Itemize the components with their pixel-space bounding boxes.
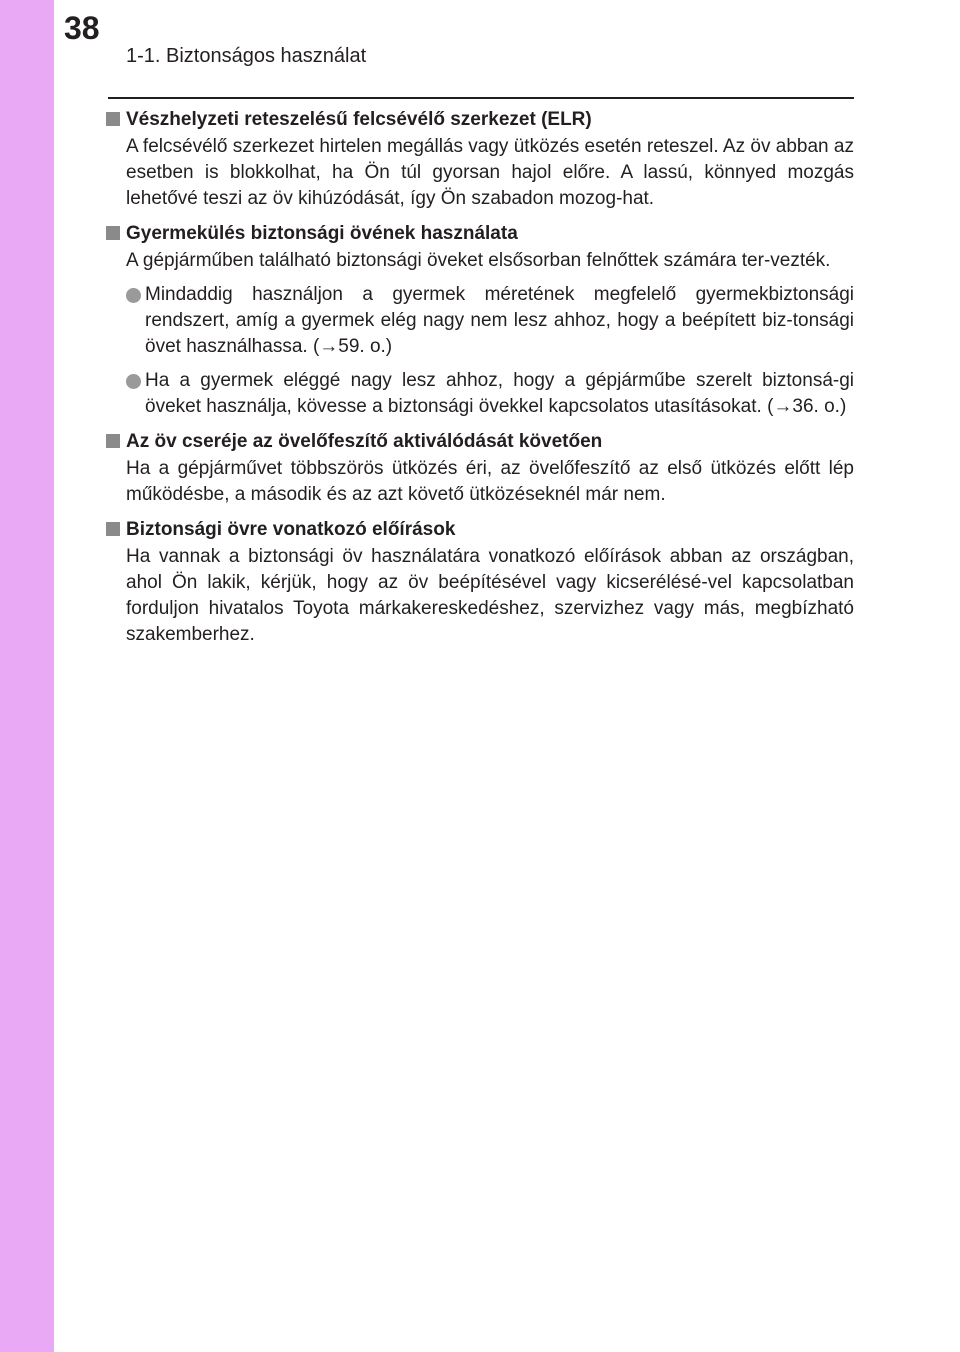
section-paragraph: A felcsévélő szerkezet hirtelen megállás vagy ütközés esetén reteszel. Az öv abban az esetben is blokkolhat, ha Ön túl gyorsan hajol előre. A lassú, könnyed mozgás lehetővé teszi az öv kihúzódását, így Ön szabadon mozog-hat. bbox=[126, 136, 854, 209]
square-bullet-icon bbox=[106, 522, 120, 536]
page-number: 38 bbox=[64, 10, 100, 46]
section-title: 1-1. Biztonságos használat bbox=[126, 45, 367, 67]
section-paragraph: A gépjárműben található biztonsági öveket elsősorban felnőttek számára ter-vezték. bbox=[126, 250, 831, 271]
square-bullet-icon bbox=[106, 434, 120, 448]
section-paragraph: Ha vannak a biztonsági öv használatára vonatkozó előírások abban az országban, ahol Ön lakik, kérjük, hogy az öv beépítésével vagy kicserélésé-vel kapcsolatban forduljon hivatalos Toyota márkakereskedéshez, szervizhez vagy más, megbízható szakemberhez. bbox=[126, 546, 854, 645]
section-heading: Gyermekülés biztonsági övének használata bbox=[126, 223, 518, 244]
section-paragraph: Ha a gépjárművet többszörös ütközés éri, az övelőfeszítő az első ütközés előtt lép működésbe, a második és az azt követő ütközéseknél már nem. bbox=[126, 458, 854, 505]
list-item-text: Mindaddig használjon a gyermek méretének megfelelő gyermekbiztonsági rendszert, amíg a gyermek elég nagy nem lesz ahhoz, hogy a beépített biz-tonsági övet használhassa. (→59. o.) bbox=[145, 284, 854, 357]
section-elr bbox=[106, 106, 854, 212]
list-item bbox=[126, 368, 854, 420]
section-pretensioner-replacement bbox=[106, 428, 854, 508]
section-child-seat-belt bbox=[106, 220, 854, 420]
square-bullet-icon bbox=[106, 112, 120, 126]
circle-bullet-icon bbox=[126, 288, 141, 303]
section-heading: Az öv cseréje az övelőfeszítő aktiválódását követően bbox=[126, 431, 603, 452]
square-bullet-icon bbox=[106, 226, 120, 240]
section-heading: Vészhelyzeti reteszelésű felcsévélő szerkezet (ELR) bbox=[126, 109, 592, 130]
header-divider bbox=[108, 97, 854, 99]
circle-bullet-icon bbox=[126, 374, 141, 389]
side-color-band bbox=[0, 0, 54, 1352]
section-seat-belt-regulations bbox=[106, 516, 854, 648]
section-heading: Biztonsági övre vonatkozó előírások bbox=[126, 519, 456, 540]
list-item bbox=[126, 282, 854, 360]
page-content bbox=[106, 106, 854, 656]
list-item-text: Ha a gyermek eléggé nagy lesz ahhoz, hogy a gépjárműbe szerelt biztonsá-gi öveket használja, kövesse a biztonsági övekkel kapcsolatos utasításokat. (→36. o.) bbox=[145, 370, 854, 417]
